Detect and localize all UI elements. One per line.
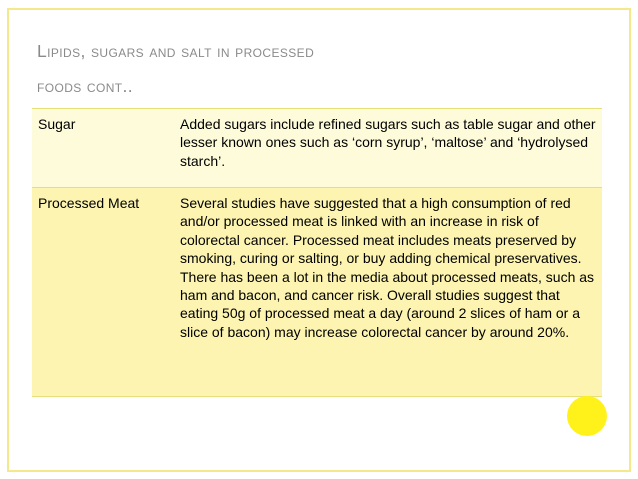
slide-title: [37, 34, 597, 104]
row-label-processed-meat: Processed Meat: [38, 195, 140, 211]
slide-title-line-1: Lipids, sugars and salt in processed: [37, 41, 315, 61]
processed-meat-paragraph-1: Several studies have suggested that a high consumption of red and/or processed meat is linked with an increase in risk of colorectal cancer. Processed meat includes meats preserved by smoking, curing or salting, or buy adding chemical preservatives.: [180, 195, 582, 267]
table-row-sugar: [32, 109, 602, 188]
table-row-processed-meat: [32, 188, 602, 397]
info-table: [32, 108, 602, 397]
row-label-sugar: Sugar: [38, 116, 76, 132]
slide-title-line-2: foods cont..: [37, 76, 134, 96]
row-description-sugar: [174, 109, 602, 187]
row-description-processed-meat: [174, 188, 602, 396]
processed-meat-paragraph-2: There has been a lot in the media about processed meats, such as ham and bacon, and cancer risk. Overall studies suggest that eating 50g of processed meat a day (around 2 slices of ham or a slice of bacon) may increase colorectal cancer by around 20%.: [180, 268, 595, 340]
sugar-paragraph: Added sugars include refined sugars such as table sugar and other lesser known ones such as ‘corn syrup’, ‘maltose’ and ‘hydrolysed starch’.: [180, 116, 596, 169]
decorative-yellow-circle: [567, 396, 607, 436]
